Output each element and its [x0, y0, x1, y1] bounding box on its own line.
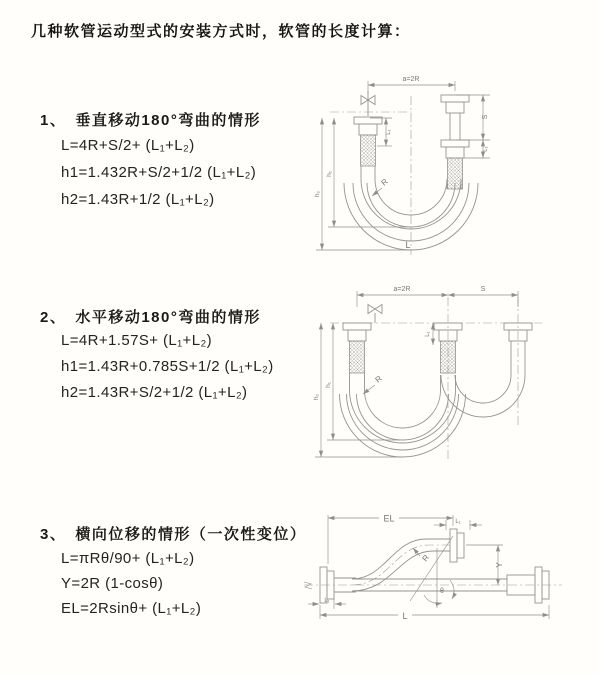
formula-line: h1=1.432R+S/2+1/2 (L₁+L₂) — [61, 164, 257, 181]
dimension-l — [320, 605, 549, 621]
section-number: 2、 — [40, 309, 67, 326]
dim-label-a2r: a=2R — [393, 286, 411, 293]
section-title: 垂直移动180°弯曲的情形 — [75, 112, 261, 129]
diagram-horizontal-180-bend — [305, 275, 595, 475]
dim-label-l1: L₁ — [425, 331, 431, 337]
dim-label-h1: h₁ — [326, 171, 333, 177]
radius-label: R — [379, 176, 390, 188]
formula-line: h2=1.43R+S/2+1/2 (L₁+L₂) — [61, 384, 248, 401]
flange-fitting-left — [354, 117, 382, 135]
radius-label: R — [420, 553, 432, 564]
dimension-h1 — [326, 118, 408, 227]
formula-line: EL=2Rsinθ+ (L₁+L₂) — [61, 600, 202, 617]
dim-label-l1: L₁ — [324, 598, 330, 604]
dimension-l1-left — [308, 598, 346, 609]
dim-label-el: EL — [383, 513, 395, 524]
page-title: 几种软管运动型式的安装方式时，软管的长度计算： — [31, 23, 411, 40]
formula-line: Y=2R (1-cosθ) — [61, 575, 164, 592]
radius-callout — [363, 374, 384, 394]
dim-label-y: Y — [495, 562, 504, 568]
hose-displaced-position — [352, 539, 450, 591]
dim-label-h2: h₂ — [314, 190, 321, 198]
hose-u-bend-left — [340, 373, 466, 457]
hose-u-bend-shifted — [441, 375, 525, 417]
formula-line: L=πRθ/90+ (L₁+L₂) — [61, 550, 195, 567]
formula-line: L=4R+1.57S+ (L₁+L₂) — [61, 332, 213, 349]
dim-label-s: S — [480, 286, 486, 293]
dimension-l1-right — [464, 140, 490, 158]
length-label: L — [405, 240, 411, 250]
dimension-l1 — [425, 323, 433, 345]
section-number: 3、 — [40, 526, 67, 543]
dim-label-l1: L₁ — [386, 129, 392, 135]
dim-label-l: L — [402, 611, 408, 621]
section-2-heading — [40, 306, 261, 327]
dimension-h1 — [325, 323, 400, 440]
dim-label-l1: L₁ — [455, 519, 461, 525]
dimension-a2r — [357, 286, 448, 307]
formula-line: h1=1.43R+0.785S+1/2 (L₁+L₂) — [61, 358, 274, 375]
formula-line: L=4R+S/2+ (L₁+L₂) — [61, 137, 195, 154]
braid-section-middle — [441, 341, 456, 373]
angle-label: θ — [440, 588, 444, 595]
section-number: 1、 — [40, 112, 67, 129]
braid-section-left — [361, 135, 376, 166]
section-1-heading — [40, 109, 261, 130]
dim-label-h2: h₂ — [313, 393, 320, 401]
diagram-lateral-displacement — [300, 498, 600, 653]
section-title: 横向位移的情形（一次性变位） — [75, 526, 307, 543]
flange-fitting-top — [450, 529, 464, 562]
dim-label-l1: L₁ — [483, 146, 489, 152]
dim-label-a2r: a=2R — [402, 76, 420, 83]
flange-fitting-left — [343, 323, 371, 341]
diagram-vertical-180-bend — [308, 62, 598, 262]
dim-label-s: S — [482, 114, 489, 120]
flange-fitting-right-upper — [441, 95, 469, 113]
centerline-break — [304, 582, 312, 589]
section-title: 水平移动180°弯曲的情形 — [75, 309, 261, 326]
dimension-l1-top — [434, 519, 482, 530]
radius-label: R — [373, 373, 384, 385]
valve-icon — [368, 305, 382, 324]
dimension-a2r — [368, 76, 455, 93]
dim-label-h1: h₁ — [325, 382, 332, 388]
flange-fitting-right-lower — [441, 140, 469, 158]
section-3-heading — [40, 523, 306, 544]
braid-section-left — [350, 341, 365, 373]
dimension-s — [448, 286, 518, 307]
formula-line: h2=1.43R+1/2 (L₁+L₂) — [61, 191, 215, 208]
